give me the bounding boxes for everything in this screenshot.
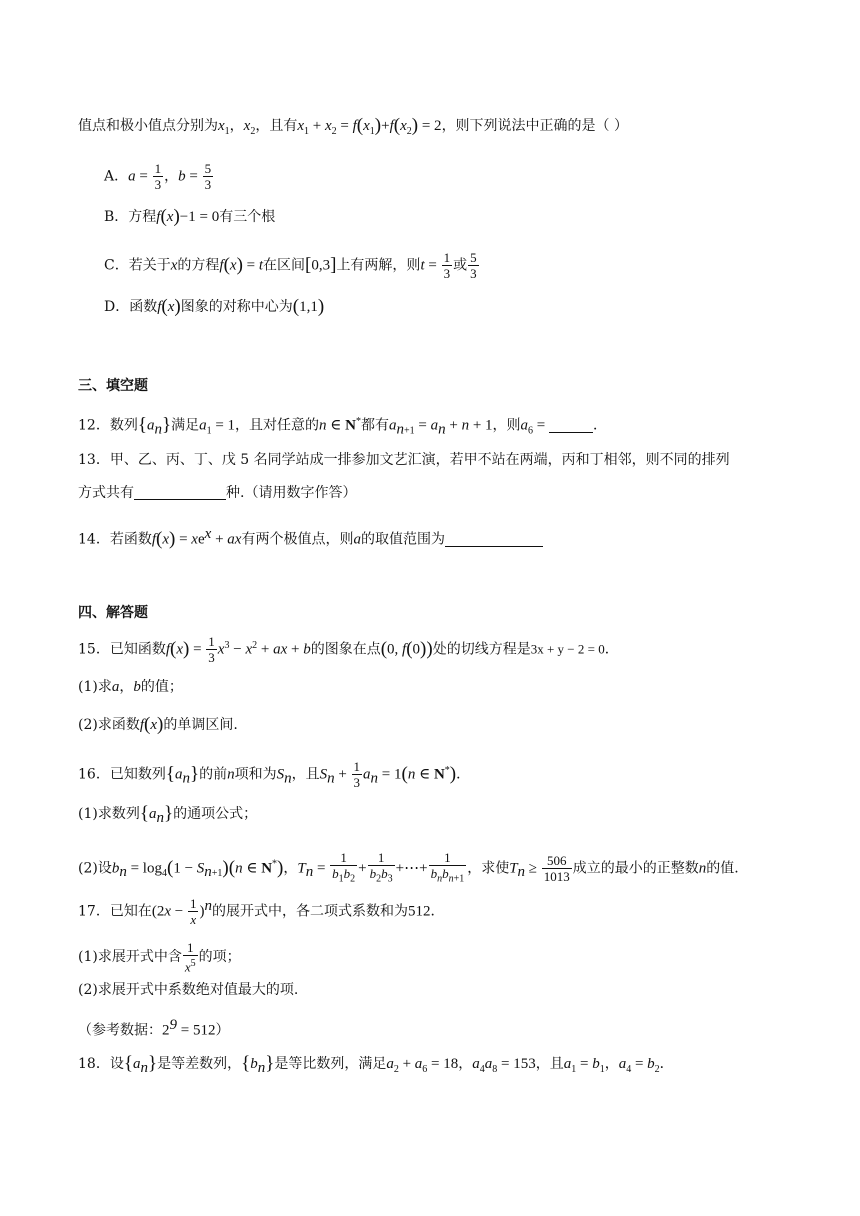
question-15-part2: (2)求函数f(x)的单调区间. bbox=[78, 714, 238, 735]
question-16-part1: (1)求数列$\{a_n\}$的通项公式； bbox=[78, 803, 258, 826]
question-15: 15．已知函数f(x) = $\frac{1}{3}$ $x^3 - x^2$ + ax + b的图象在点(0, f(0))处的切线方程是3x + y − 2 = 0． bbox=[78, 634, 619, 665]
fraction-506-1013: $\frac{506}{1013}$ bbox=[543, 852, 570, 884]
question-17-part2: (2)求展开式中系数绝对值最大的项. bbox=[78, 982, 299, 998]
q11-option-a: A．a = $\frac{1}{3}$ ，b = $\frac{5}{3}$ bbox=[104, 161, 212, 192]
question-16-part2: (2)设$b_n = \log_4(1 - S_{n+1})(n$ ∈ N*)，$T_n$ = $\frac{1}{b_1b_2}$ + $\frac{1}{b_2b_3}$ +⋯+ $\frac{1}{b_nb_{n+1}}$ ，求使$T_n$ ≥ $\frac{506}{1013}$ 成立的最小的正整数n的值. bbox=[78, 850, 739, 885]
section-title-answers: 四、解答题 bbox=[78, 605, 148, 621]
question-14: 14．若函数$f(x) = xe^x$ + ax有两个极值点，则a的取值范围为 bbox=[78, 524, 790, 550]
question-15-part1: (1)求a，b的值； bbox=[78, 679, 183, 695]
q11-option-d: D．函数f(x)图象的对称中心为(1,1) bbox=[104, 296, 325, 317]
question-13-line2: 方式共有 种.（请用数字作答） bbox=[78, 485, 357, 501]
q11-stem-line: 值点和极小值点分别为$x_1$，$x_2$，且有$x_1 + x_2 = f(x_1)+f(x_2) = 2$，则下列说法中正确的是（ ） bbox=[78, 115, 629, 137]
answer-blank[interactable] bbox=[549, 418, 593, 433]
question-13-line1: 13．甲、乙、丙、丁、戊 5 名同学站成一排参加文艺汇演，若甲不站在两端，丙和丁相邻，则不同的排列 bbox=[78, 452, 730, 468]
q11-option-c: C．若关于x的方程f(x) = t在区间[0,3]上有两解，则t = $\frac{1}{3}$ 或 $\frac{5}{3}$ bbox=[104, 250, 477, 281]
answer-blank[interactable] bbox=[445, 532, 543, 547]
q11-option-b: B．方程f(x)−1 = 0有三个根 bbox=[104, 206, 276, 227]
section-title-fill-in: 三、填空题 bbox=[78, 378, 148, 394]
fraction-one-third: $\frac{1}{3}$ bbox=[154, 161, 162, 192]
question-17: 17．已知在(2x − $\frac{1}{x}$ )$^n$的展开式中，各二项式系数和为512． bbox=[78, 896, 445, 928]
question-17-reference: （参考数据：$2^9 = 512$） bbox=[78, 1017, 230, 1039]
question-18: 18．设$\{a_n\}$是等差数列，$\{b_n\}$是等比数列，满足$a_2 + a_6 = 18$，$a_4a_8 = 153$，且$a_1 = b_1$，$a_4 = b_2$． bbox=[78, 1053, 674, 1076]
question-16: 16．已知数列$\{a_n\}$的前n项和为$S_n$，且$S_n$ + $\frac{1}{3}$ $a_n = 1(n$ ∈ N*)． bbox=[78, 759, 471, 790]
answer-blank[interactable] bbox=[134, 485, 226, 500]
question-17-part1: (1)求展开式中含 $\frac{1}{x^5}$ 的项； bbox=[78, 940, 241, 975]
question-12: 12．数列$\{a_n\}$满足$a_1 = 1$，且对任意的n ∈ N*都有$a_{n+1} = a_n + n + 1$，则$a_6$ = ． bbox=[78, 414, 608, 438]
fraction-five-third: $\frac{5}{3}$ bbox=[204, 161, 212, 192]
